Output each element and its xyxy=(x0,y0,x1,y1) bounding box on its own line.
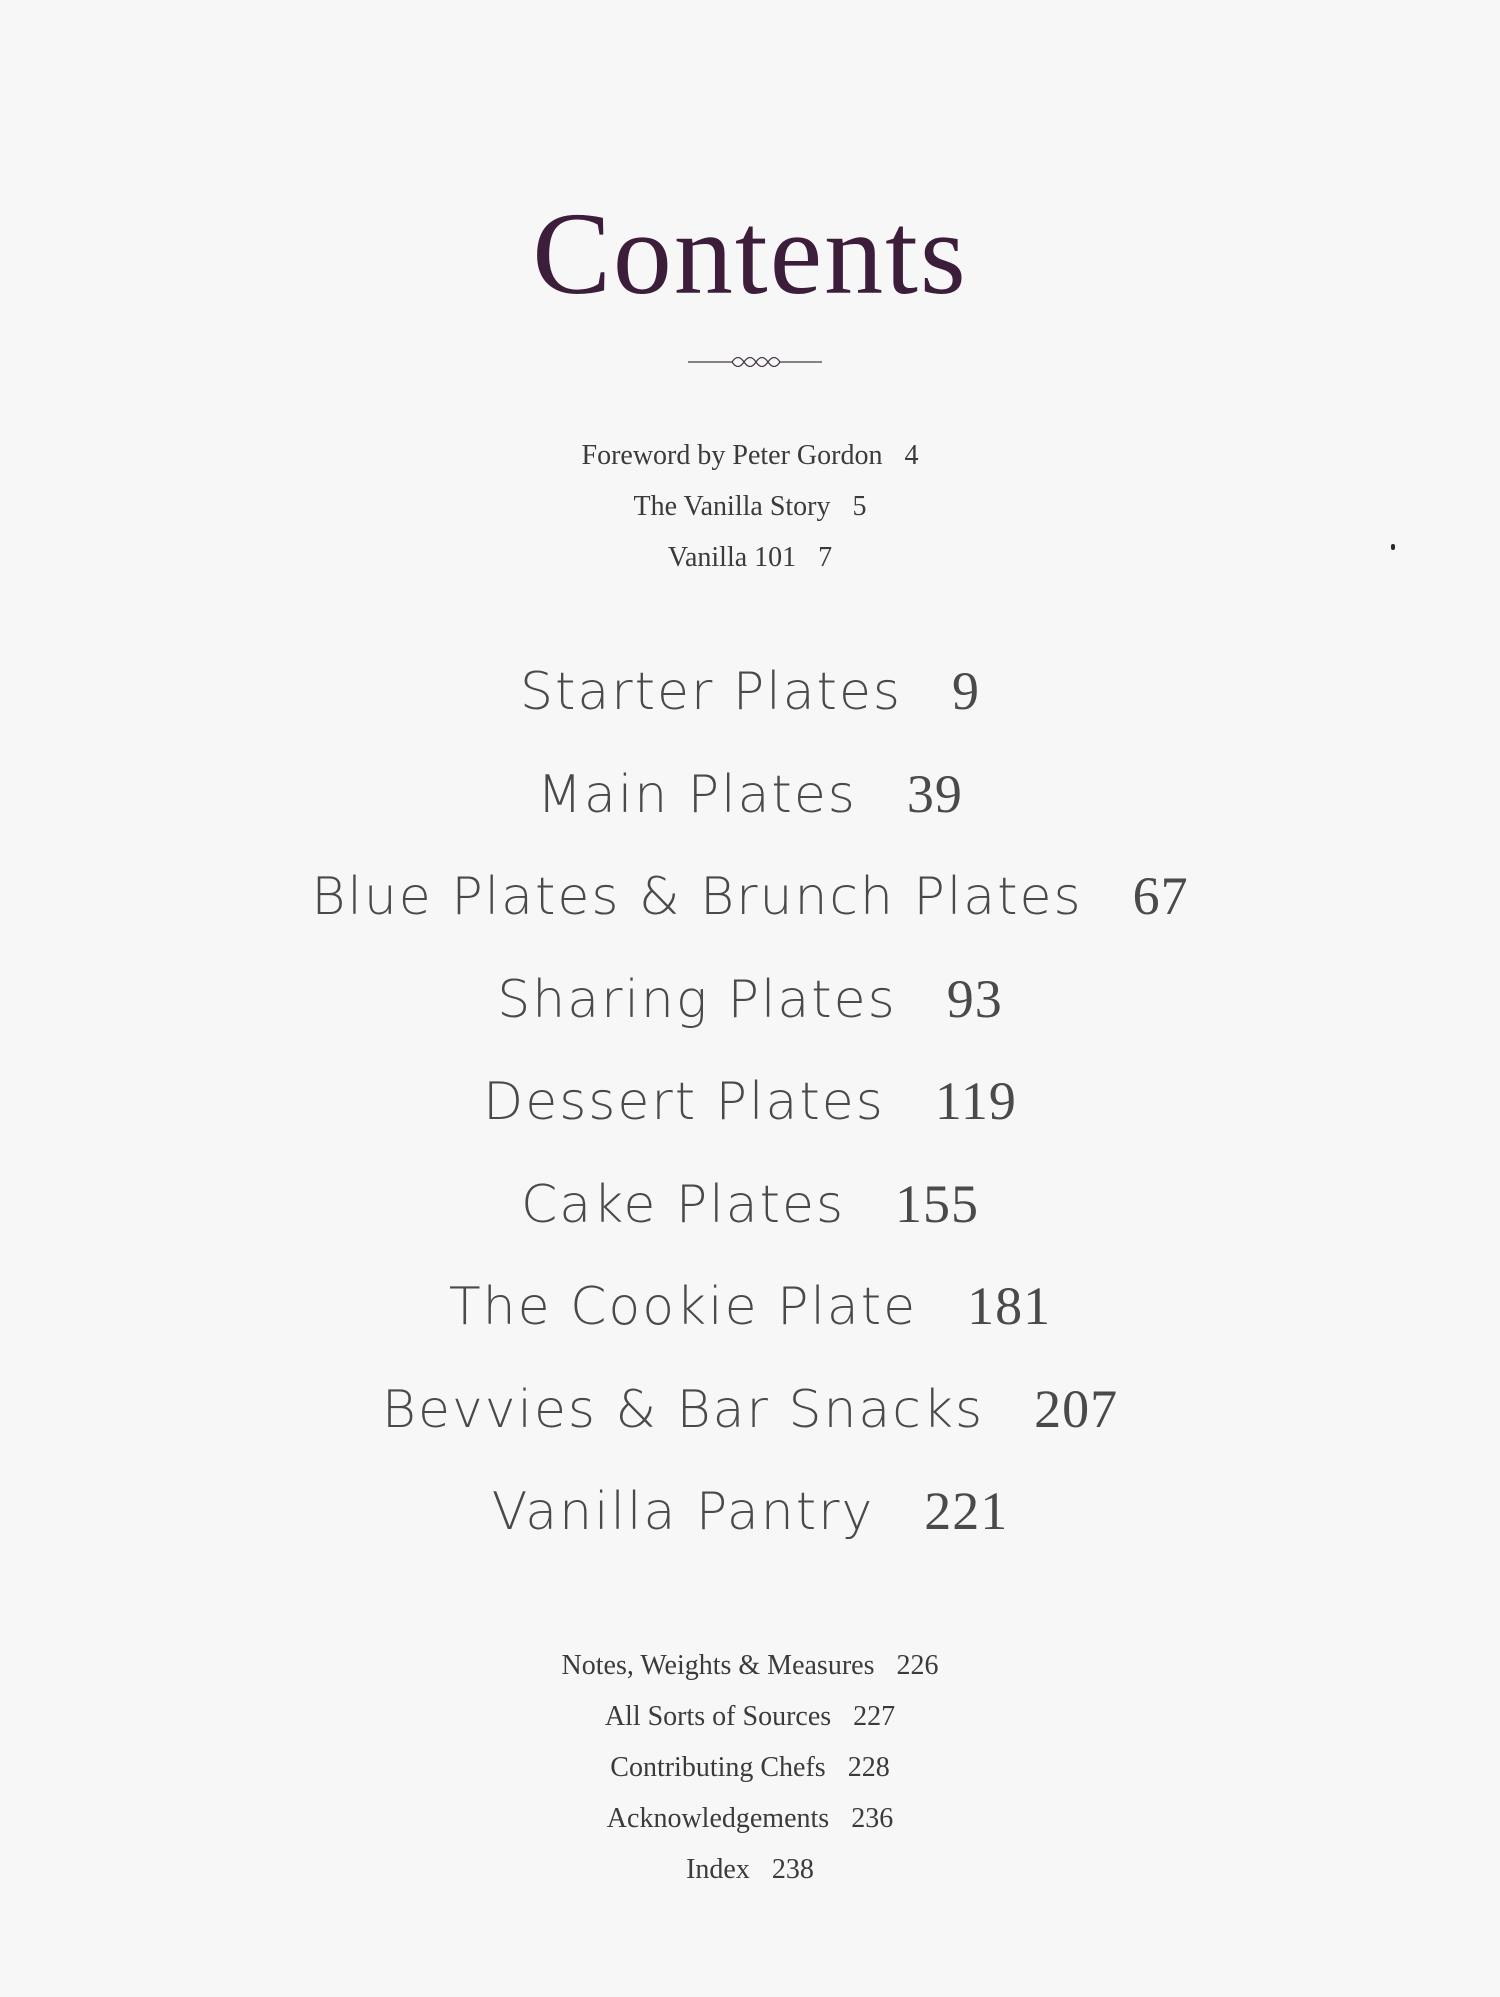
chapter-entry-blue-brunch-plates[interactable] xyxy=(0,845,1500,948)
toc-page-number: 5 xyxy=(852,491,867,522)
chapter-page-number: 221 xyxy=(924,1481,1009,1541)
toc-page-number: 238 xyxy=(771,1854,814,1885)
chapter-label: The Cookie Plate xyxy=(448,1277,918,1337)
page-title: Contents xyxy=(532,188,968,319)
toc-entry-vanilla-story[interactable] xyxy=(0,481,1500,532)
toc-entry-label: Vanilla 101 xyxy=(667,542,797,573)
chapter-label: Bevvies & Bar Snacks xyxy=(381,1379,985,1440)
chapter-page-number: 181 xyxy=(967,1276,1052,1336)
toc-page-number: 4 xyxy=(904,440,919,471)
back-matter-list xyxy=(0,1640,1500,1895)
toc-entry-index[interactable] xyxy=(0,1844,1500,1895)
chapter-label: Main Plates xyxy=(537,764,857,825)
toc-page-number: 227 xyxy=(853,1701,896,1732)
toc-entry-label: Notes, Weights & Measures xyxy=(561,1650,875,1681)
chapter-page-number: 39 xyxy=(906,763,963,824)
toc-entry-label: Contributing Chefs xyxy=(610,1752,826,1783)
chapter-entry-dessert-plates[interactable] xyxy=(0,1050,1500,1153)
toc-entry-label: The Vanilla Story xyxy=(633,491,831,522)
chapter-entry-sharing-plates[interactable] xyxy=(0,948,1500,1051)
toc-page-number: 236 xyxy=(851,1803,894,1834)
toc-entry-label: Foreword by Peter Gordon xyxy=(581,440,883,471)
toc-entry-contributing-chefs[interactable] xyxy=(0,1742,1500,1793)
flourish-divider-icon xyxy=(688,352,822,372)
chapter-page-number: 67 xyxy=(1132,866,1189,926)
chapter-label: Starter Plates xyxy=(519,662,903,722)
chapter-label: Vanilla Pantry xyxy=(491,1482,875,1542)
chapter-page-number: 207 xyxy=(1034,1378,1119,1439)
chapter-entry-vanilla-pantry[interactable] xyxy=(0,1460,1500,1563)
toc-entry-notes-weights[interactable] xyxy=(0,1640,1500,1691)
chapter-page-number: 9 xyxy=(952,661,981,721)
chapter-entry-cookie-plate[interactable] xyxy=(0,1255,1500,1358)
chapter-label: Blue Plates & Brunch Plates xyxy=(311,867,1083,927)
toc-page-number: 228 xyxy=(847,1752,890,1783)
chapter-label: Dessert Plates xyxy=(483,1072,885,1132)
toc-page-number: 7 xyxy=(818,542,833,573)
chapter-label: Sharing Plates xyxy=(497,969,897,1030)
front-matter-list xyxy=(0,430,1500,583)
toc-entry-acknowledgements[interactable] xyxy=(0,1793,1500,1844)
chapter-page-number: 119 xyxy=(934,1071,1017,1131)
toc-entry-foreword[interactable] xyxy=(0,430,1500,481)
chapter-entry-main-plates[interactable] xyxy=(0,743,1500,846)
toc-page-number: 226 xyxy=(896,1650,939,1681)
toc-entry-sources[interactable] xyxy=(0,1691,1500,1742)
toc-entry-label: All Sorts of Sources xyxy=(604,1701,832,1732)
chapter-list xyxy=(0,640,1500,1563)
toc-entry-vanilla-101[interactable] xyxy=(0,532,1500,583)
toc-entry-label: Acknowledgements xyxy=(606,1803,830,1834)
chapter-entry-cake-plates[interactable] xyxy=(0,1153,1500,1256)
toc-entry-label: Index xyxy=(686,1854,750,1885)
chapter-entry-bevvies-bar-snacks[interactable] xyxy=(0,1358,1500,1461)
chapter-entry-starter-plates[interactable] xyxy=(0,640,1500,743)
chapter-page-number: 93 xyxy=(946,968,1003,1029)
chapter-page-number: 155 xyxy=(895,1173,980,1234)
scan-speck xyxy=(1391,544,1395,550)
chapter-label: Cake Plates xyxy=(520,1174,846,1235)
